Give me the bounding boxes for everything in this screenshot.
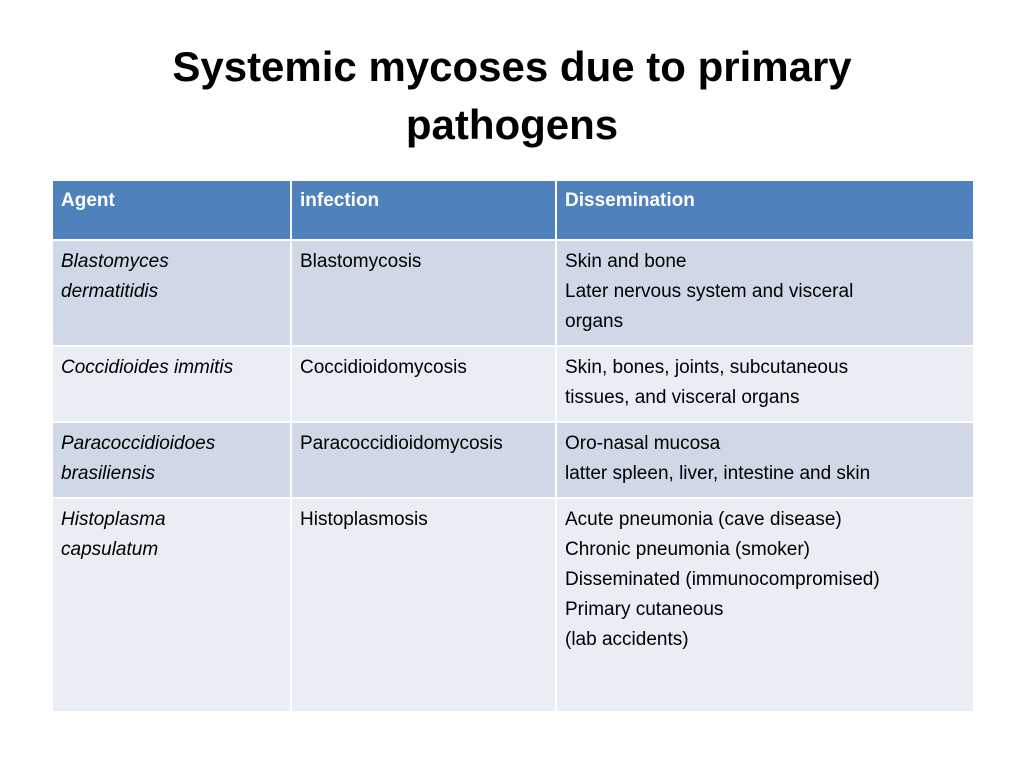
- slide-title-line-2: pathogens: [405, 101, 619, 148]
- dissemination-cell: [556, 346, 974, 422]
- table-row: [52, 498, 974, 712]
- table-row: [52, 346, 974, 422]
- dissemination-cell: [556, 498, 974, 712]
- agent-name-line: Histoplasma: [61, 509, 166, 530]
- slide-title: [80, 38, 944, 154]
- table-row: [52, 422, 974, 498]
- slide-title-line-1: Systemic mycoses due to primary: [172, 43, 852, 90]
- dissemination-cell: [556, 422, 974, 498]
- agent-name-line: Paracoccidioidoes: [61, 433, 216, 454]
- dissemination-line: Later nervous system and visceral: [565, 281, 854, 302]
- agent-cell: [52, 346, 291, 422]
- agent-name-line: Blastomyces: [61, 251, 169, 272]
- mycoses-table: [51, 179, 975, 713]
- dissemination-line: (lab accidents): [565, 629, 689, 650]
- dissemination-line: tissues, and visceral organs: [565, 387, 800, 408]
- dissemination-line: Oro-nasal mucosa: [565, 433, 721, 454]
- dissemination-line: Disseminated (immunocompromised): [565, 569, 880, 590]
- header-agent: Agent: [52, 180, 291, 240]
- infection-cell: Histoplasmosis: [291, 498, 556, 712]
- agent-name-line: brasiliensis: [61, 463, 155, 484]
- header-dissemination: Dissemination: [556, 180, 974, 240]
- infection-cell: Coccidioidomycosis: [291, 346, 556, 422]
- dissemination-line: Skin and bone: [565, 251, 687, 272]
- agent-name-line: Coccidioides immitis: [61, 357, 234, 378]
- dissemination-line: latter spleen, liver, intestine and skin: [565, 463, 871, 484]
- dissemination-line: Primary cutaneous: [565, 599, 724, 620]
- agent-name-line: dermatitidis: [61, 281, 159, 302]
- dissemination-cell: [556, 240, 974, 346]
- header-infection: infection: [291, 180, 556, 240]
- table-header-row: [52, 180, 974, 240]
- dissemination-line: Acute pneumonia (cave disease): [565, 509, 842, 530]
- dissemination-line: organs: [565, 311, 624, 332]
- agent-cell: [52, 498, 291, 712]
- infection-cell: Paracoccidioidomycosis: [291, 422, 556, 498]
- dissemination-line: Skin, bones, joints, subcutaneous: [565, 357, 849, 378]
- agent-cell: [52, 240, 291, 346]
- dissemination-line: Chronic pneumonia (smoker): [565, 539, 810, 560]
- table-row: [52, 240, 974, 346]
- agent-cell: [52, 422, 291, 498]
- agent-name-line: capsulatum: [61, 539, 159, 560]
- infection-cell: Blastomycosis: [291, 240, 556, 346]
